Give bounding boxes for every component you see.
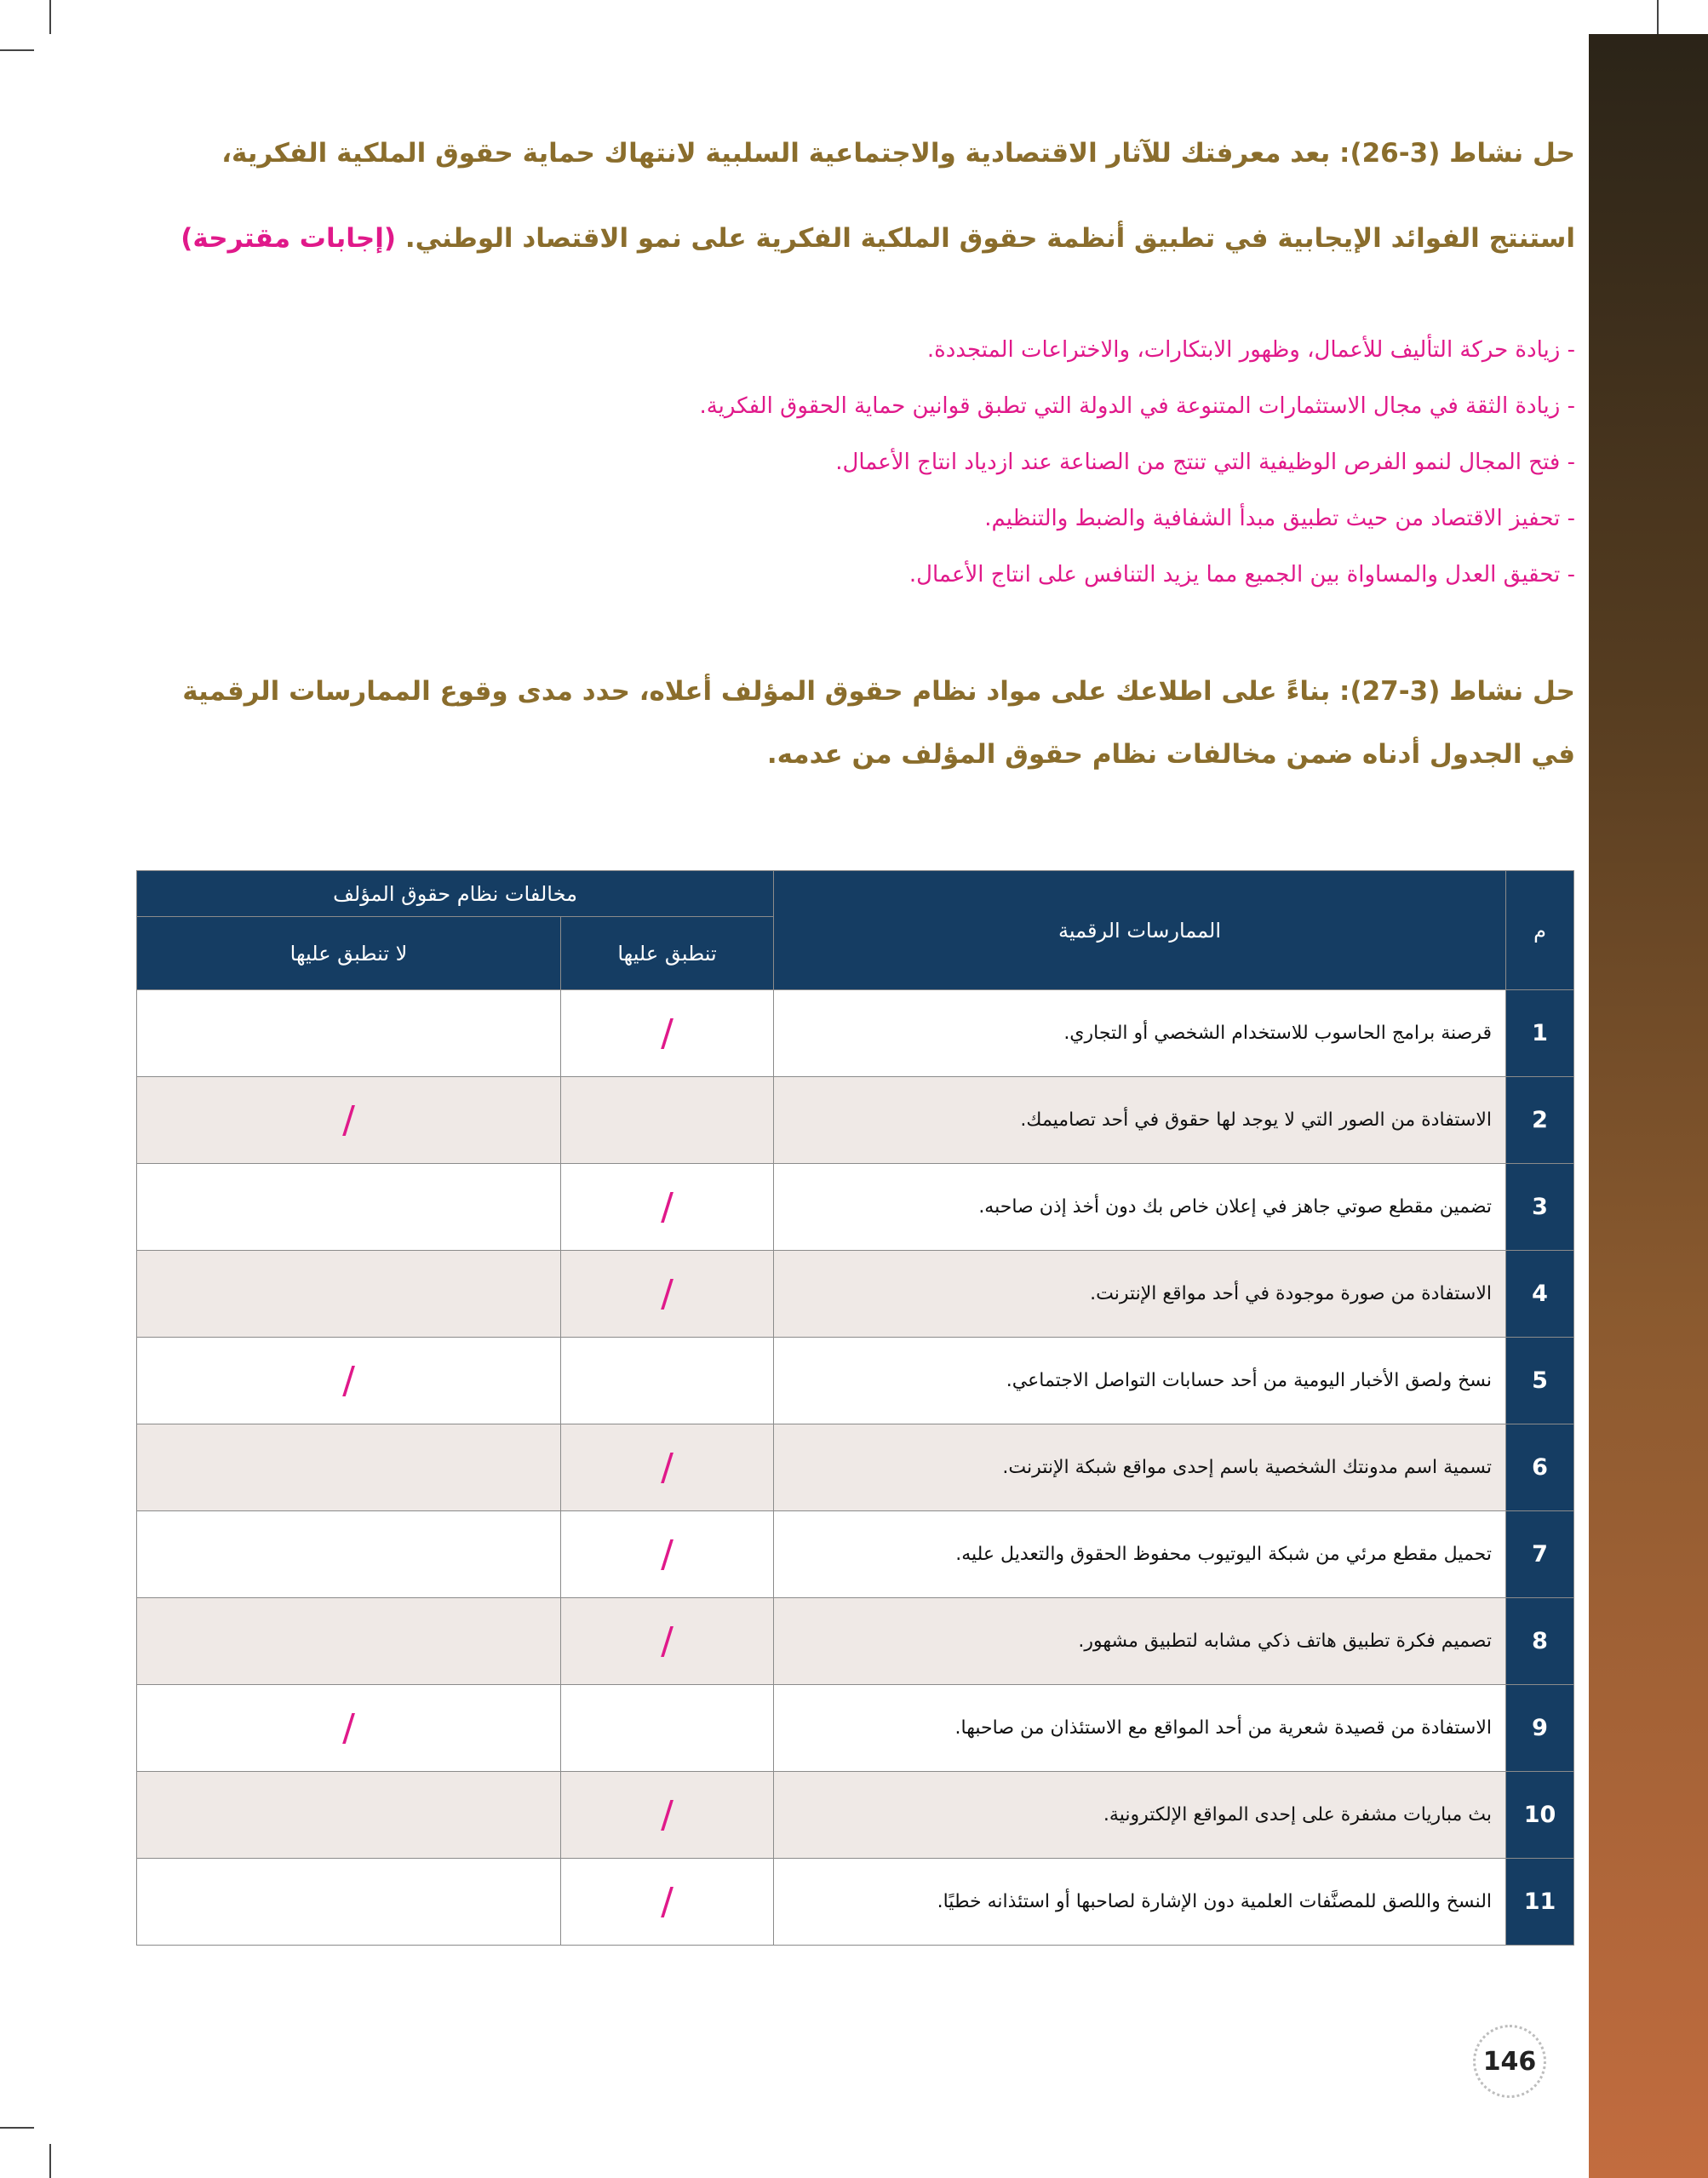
crop-mark — [49, 2144, 51, 2178]
activity-26-line1: حل نشاط (3-26): بعد معرفتك للآثار الاقتصادية والاجتماعية السلبية لانتهاك حماية حقوق الملكية الفكرية، — [221, 138, 1575, 169]
suggested-answers-note: (إجابات مقترحة) — [181, 223, 397, 254]
row-number: 2 — [1506, 1077, 1574, 1164]
table-row — [137, 1685, 1574, 1772]
row-applies-mark: / — [561, 1598, 774, 1685]
practices-table — [136, 870, 1574, 1946]
row-applies-mark: / — [561, 1164, 774, 1251]
row-not-applies-mark — [137, 1251, 561, 1338]
crop-mark — [1657, 0, 1659, 34]
row-applies-mark: / — [561, 990, 774, 1077]
row-applies-mark — [561, 1685, 774, 1772]
crop-mark — [0, 49, 34, 51]
row-number: 10 — [1506, 1772, 1574, 1859]
row-number: 8 — [1506, 1598, 1574, 1685]
list-item: - تحقيق العدل والمساواة بين الجميع مما يزيد التنافس على انتاج الأعمال. — [908, 562, 1575, 587]
row-applies-mark: / — [561, 1251, 774, 1338]
row-not-applies-mark — [137, 1859, 561, 1946]
column-header-number: م — [1506, 871, 1574, 990]
activity-26-question: استنتج الفوائد الإيجابية في تطبيق أنظمة حقوق الملكية الفكرية على نمو الاقتصاد الوطني. — [404, 223, 1575, 254]
table-row — [137, 1772, 1574, 1859]
list-item: - فتح المجال لنمو الفرص الوظيفية التي تنتج من الصناعة عند ازدياد انتاج الأعمال. — [835, 450, 1575, 475]
row-not-applies-mark — [137, 1164, 561, 1251]
row-not-applies-mark — [137, 1598, 561, 1685]
row-applies-mark: / — [561, 1859, 774, 1946]
row-practice: قرصنة برامج الحاسوب للاستخدام الشخصي أو التجاري. — [774, 990, 1506, 1077]
table-row — [137, 1077, 1574, 1164]
row-practice: النسخ واللصق للمصنَّفات العلمية دون الإشارة لصاحبها أو استئذانه خطيًا. — [774, 1859, 1506, 1946]
answers-list — [111, 322, 1575, 603]
row-not-applies-mark: / — [137, 1077, 561, 1164]
column-header-not-applies: لا تنطبق عليها — [137, 917, 561, 990]
row-not-applies-mark — [137, 1424, 561, 1511]
row-number: 9 — [1506, 1685, 1574, 1772]
list-item: - تحفيز الاقتصاد من حيث تطبيق مبدأ الشفافية والضبط والتنظيم. — [984, 506, 1575, 531]
row-practice: الاستفادة من الصور التي لا يوجد لها حقوق في أحد تصاميمك. — [774, 1077, 1506, 1164]
row-applies-mark: / — [561, 1424, 774, 1511]
table-row — [137, 990, 1574, 1077]
row-not-applies-mark: / — [137, 1338, 561, 1424]
row-number: 3 — [1506, 1164, 1574, 1251]
column-header-violations: مخالفات نظام حقوق المؤلف — [137, 871, 774, 917]
table-row — [137, 1164, 1574, 1251]
activity-27-line1: حل نشاط (3-27): بناءً على اطلاعك على مواد نظام حقوق المؤلف أعلاه، حدد مدى وقوع الممارسات الرقمية — [182, 676, 1575, 707]
activity-26-line2 — [111, 196, 1575, 281]
row-not-applies-mark — [137, 990, 561, 1077]
table-row — [137, 1338, 1574, 1424]
row-not-applies-mark: / — [137, 1685, 561, 1772]
row-practice: تصميم فكرة تطبيق هاتف ذكي مشابه لتطبيق مشهور. — [774, 1598, 1506, 1685]
column-header-applies: تنطبق عليها — [561, 917, 774, 990]
table-row — [137, 1598, 1574, 1685]
row-number: 1 — [1506, 990, 1574, 1077]
row-number: 7 — [1506, 1511, 1574, 1598]
activity-27-line2: في الجدول أدناه ضمن مخالفات نظام حقوق المؤلف من عدمه. — [766, 739, 1575, 770]
row-applies-mark: / — [561, 1511, 774, 1598]
crop-mark — [49, 0, 51, 34]
row-practice: تحميل مقطع مرئي من شبكة اليوتيوب محفوظ الحقوق والتعديل عليه. — [774, 1511, 1506, 1598]
crop-mark — [0, 2127, 34, 2129]
column-header-practice: الممارسات الرقمية — [774, 871, 1506, 990]
list-item: - زيادة حركة التأليف للأعمال، وظهور الابتكارات، والاختراعات المتجددة. — [926, 337, 1575, 363]
table-body — [137, 990, 1574, 1946]
row-applies-mark — [561, 1077, 774, 1164]
decorative-side-bar — [1589, 34, 1708, 2178]
row-not-applies-mark — [137, 1772, 561, 1859]
list-item: - زيادة الثقة في مجال الاستثمارات المتنوعة في الدولة التي تطبق قوانين حماية الحقوق الفكرية. — [699, 393, 1575, 419]
row-practice: الاستفادة من صورة موجودة في أحد مواقع الإنترنت. — [774, 1251, 1506, 1338]
row-practice: تضمين مقطع صوتي جاهز في إعلان خاص بك دون أخذ إذن صاحبه. — [774, 1164, 1506, 1251]
row-not-applies-mark — [137, 1511, 561, 1598]
row-practice: بث مباريات مشفرة على إحدى المواقع الإلكترونية. — [774, 1772, 1506, 1859]
table-row — [137, 1424, 1574, 1511]
table-row — [137, 1511, 1574, 1598]
table-row — [137, 1859, 1574, 1946]
row-practice: نسخ ولصق الأخبار اليومية من أحد حسابات التواصل الاجتماعي. — [774, 1338, 1506, 1424]
row-number: 6 — [1506, 1424, 1574, 1511]
row-number: 5 — [1506, 1338, 1574, 1424]
row-number: 11 — [1506, 1859, 1574, 1946]
row-applies-mark — [561, 1338, 774, 1424]
row-applies-mark: / — [561, 1772, 774, 1859]
table-row — [137, 1251, 1574, 1338]
row-practice: الاستفادة من قصيدة شعرية من أحد المواقع مع الاستئذان من صاحبها. — [774, 1685, 1506, 1772]
row-number: 4 — [1506, 1251, 1574, 1338]
row-practice: تسمية اسم مدونتك الشخصية باسم إحدى مواقع شبكة الإنترنت. — [774, 1424, 1506, 1511]
page-number: 146 — [1473, 2025, 1546, 2098]
